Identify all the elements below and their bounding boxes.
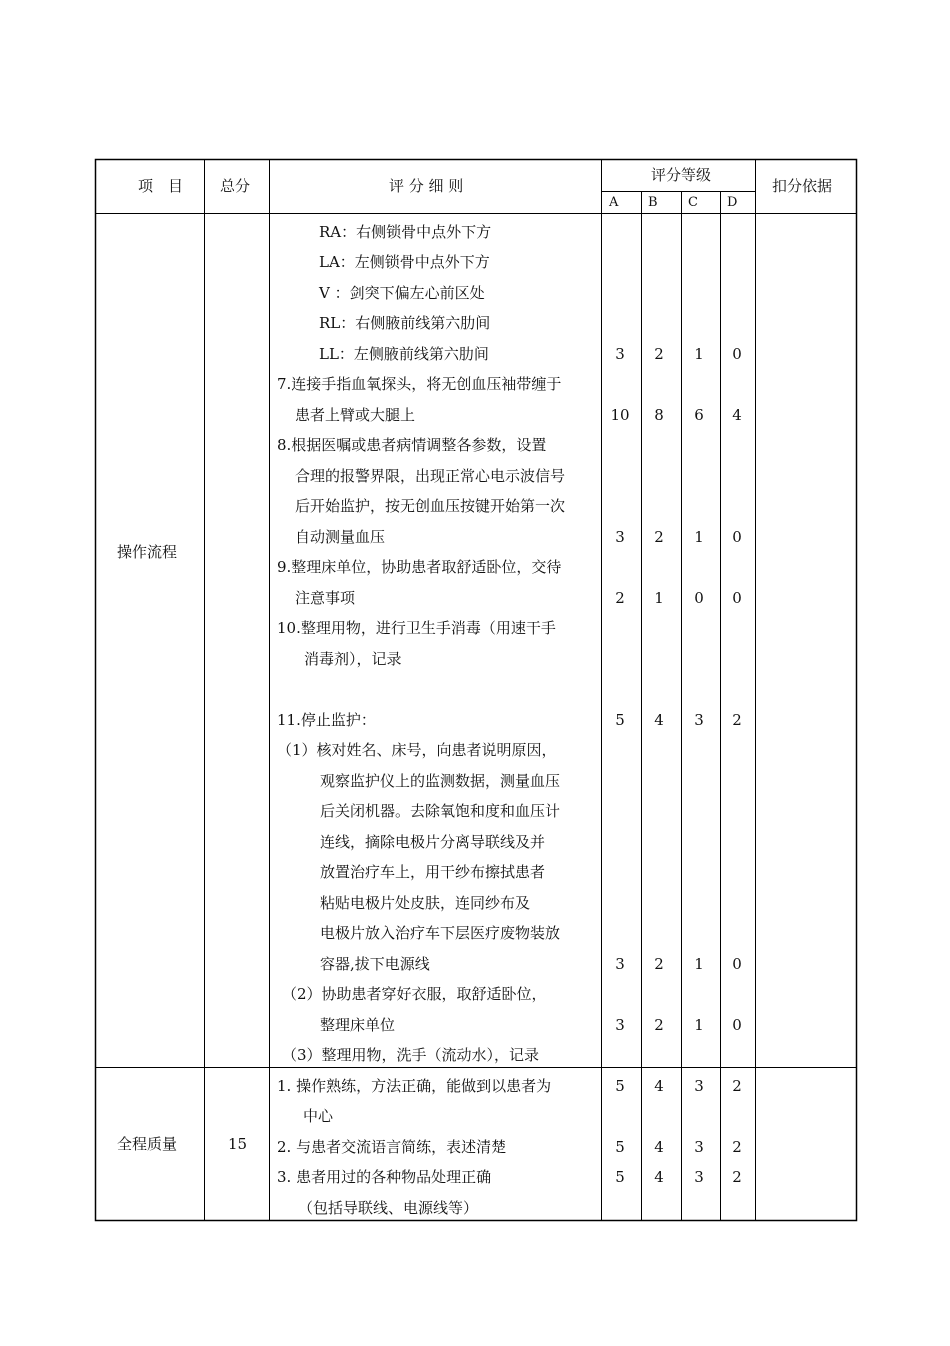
score-b: 4 — [654, 1168, 664, 1186]
score-a: 5 — [615, 1138, 625, 1156]
score-c: 1 — [694, 528, 704, 546]
score-b: 2 — [654, 955, 664, 973]
score-a: 3 — [615, 528, 625, 546]
score-d: 0 — [732, 345, 742, 363]
quality-line: 3. 患者用过的各种物品处理正确 — [277, 1168, 492, 1186]
score-a: 3 — [615, 1016, 625, 1034]
header-basis: 扣分依据 — [772, 177, 833, 195]
quality-line: （包括导联线、电源线等） — [298, 1199, 479, 1217]
process-line: 11.停止监护： — [277, 711, 376, 729]
process-line: 消毒剂），记录 — [304, 650, 402, 668]
score-b: 2 — [654, 345, 664, 363]
process-line: 合理的报警界限，出现正常心电示波信号 — [295, 467, 566, 485]
score-d: 2 — [732, 711, 742, 729]
score-c: 1 — [694, 1016, 704, 1034]
score-b: 4 — [654, 1138, 664, 1156]
score-c: 6 — [694, 406, 704, 424]
score-d: 2 — [732, 1168, 742, 1186]
header-grade-a: A — [609, 195, 619, 210]
process-line: LL：左侧腋前线第六肋间 — [319, 345, 489, 363]
process-line: 8.根据医嘱或患者病情调整各参数，设置 — [277, 436, 547, 454]
score-c: 3 — [694, 711, 704, 729]
section-process-name: 操作流程 — [117, 543, 178, 561]
score-a: 3 — [615, 955, 625, 973]
quality-line: 2. 与患者交流语言简练，表述清楚 — [277, 1138, 507, 1156]
score-d: 2 — [732, 1138, 742, 1156]
score-a: 5 — [615, 1077, 625, 1095]
process-line: V ：剑突下偏左心前区处 — [319, 284, 485, 302]
score-a: 10 — [610, 406, 630, 424]
score-c: 1 — [694, 955, 704, 973]
score-d: 2 — [732, 1077, 742, 1095]
score-c: 3 — [694, 1138, 704, 1156]
header-item: 项 目 — [138, 177, 184, 195]
score-b: 4 — [654, 1077, 664, 1095]
score-a: 5 — [615, 1168, 625, 1186]
process-line: 整理床单位 — [320, 1016, 396, 1034]
process-line: 9.整理床单位，协助患者取舒适卧位，交待 — [277, 558, 562, 576]
process-line: 10.整理用物，进行卫生手消毒（用速干手 — [277, 619, 556, 637]
score-d: 0 — [732, 1016, 742, 1034]
score-d: 0 — [732, 955, 742, 973]
header-grade-d: D — [727, 195, 738, 210]
header-grade-c: C — [688, 195, 698, 210]
score-b: 1 — [654, 589, 664, 607]
header-grade-group: 评分等级 — [651, 166, 712, 184]
process-line: 粘贴电极片处皮肤，连同纱布及 — [320, 894, 531, 912]
process-line: 患者上臂或大腿上 — [295, 406, 416, 424]
score-d: 0 — [732, 528, 742, 546]
score-b: 8 — [654, 406, 664, 424]
header-grade-b: B — [648, 195, 658, 210]
process-line: RA：右侧锁骨中点外下方 — [319, 223, 492, 241]
section-quality-total: 15 — [228, 1135, 248, 1153]
process-line: 连线，摘除电极片分离导联线及并 — [320, 833, 546, 851]
score-b: 2 — [654, 528, 664, 546]
score-a: 5 — [615, 711, 625, 729]
process-line: （3）整理用物，洗手（流动水），记录 — [282, 1046, 540, 1064]
quality-line: 1. 操作熟练，方法正确，能做到以患者为 — [277, 1077, 552, 1095]
process-line: 电极片放入治疗车下层医疗废物装放 — [320, 924, 561, 942]
score-a: 3 — [615, 345, 625, 363]
score-c: 3 — [694, 1168, 704, 1186]
process-line: LA：左侧锁骨中点外下方 — [319, 253, 490, 271]
process-line: 注意事项 — [295, 589, 356, 607]
score-c: 0 — [694, 589, 704, 607]
score-c: 3 — [694, 1077, 704, 1095]
score-a: 2 — [615, 589, 625, 607]
score-b: 4 — [654, 711, 664, 729]
process-line: 容器,拔下电源线 — [320, 955, 430, 973]
section-quality-name: 全程质量 — [117, 1135, 178, 1153]
process-line: RL：右侧腋前线第六肋间 — [319, 314, 491, 332]
quality-line: 中心 — [303, 1107, 334, 1125]
header-total: 总分 — [220, 177, 251, 195]
process-line: 观察监护仪上的监测数据，测量血压 — [320, 772, 561, 790]
score-c: 1 — [694, 345, 704, 363]
process-line: （1）核对姓名、床号，向患者说明原因， — [277, 741, 557, 759]
process-line: （2）协助患者穿好衣服，取舒适卧位， — [282, 985, 547, 1003]
score-d: 0 — [732, 589, 742, 607]
process-line: 放置治疗车上，用干纱布擦拭患者 — [320, 863, 546, 881]
score-b: 2 — [654, 1016, 664, 1034]
process-line: 后开始监护，按无创血压按键开始第一次 — [295, 497, 566, 515]
process-line: 后关闭机器。去除氧饱和度和血压计 — [320, 802, 561, 820]
process-line: 自动测量血压 — [295, 528, 386, 546]
process-line: 7.连接手指血氧探头，将无创血压袖带缠于 — [277, 375, 562, 393]
score-d: 4 — [732, 406, 742, 424]
header-criteria: 评 分 细 则 — [389, 177, 464, 195]
